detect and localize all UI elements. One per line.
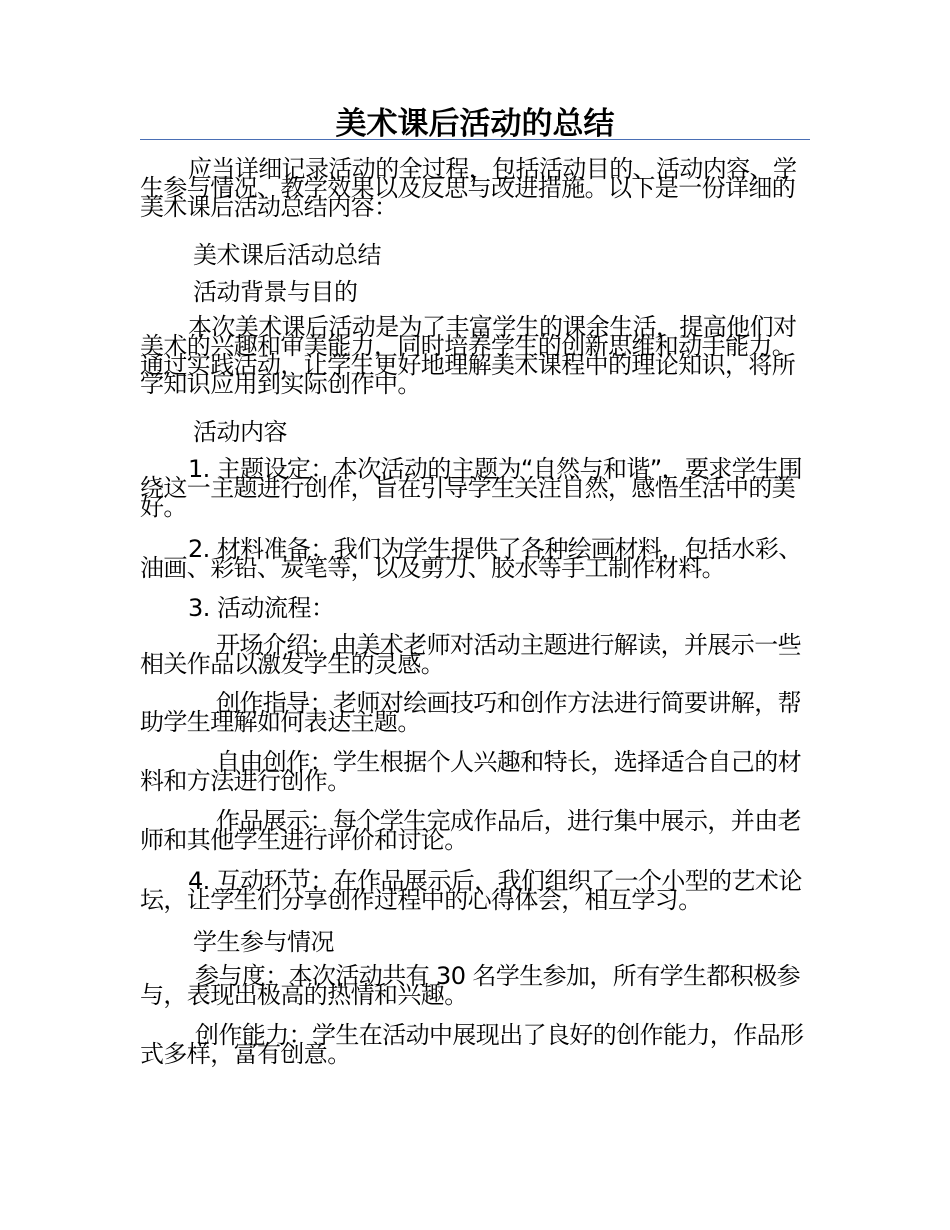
heading-content: 活动内容 [193,418,287,446]
content-item-1: 1. 主题设定：本次活动的主题为“自然与和谐”，要求学生围绕这一主题进行创作，旨在引导学生关注自然，感悟生活中的美好。 [140,455,802,521]
ability-paragraph: 创作能力：学生在活动中展现出了良好的创作能力，作品形式多样，富有创意。 [140,1021,804,1068]
title-underline [140,139,810,140]
intro-paragraph: 应当详细记录活动的全过程，包括活动目的、活动内容、学生参与情况、教学效果以及反思与改进措施。以下是一份详细的美术课后活动总结内容： [140,155,797,221]
heading-summary: 美术课后活动总结 [193,241,381,269]
content-item-3: 3. 活动流程： [188,594,335,622]
content-item-4: 4. 互动环节：在作品展示后，我们组织了一个小型的艺术论坛，让学生们分享创作过程中的心得体会，相互学习。 [140,867,802,914]
participation-paragraph: 参与度：本次活动共有 30 名学生参加，所有学生都积极参与，表现出极高的热情和兴趣。 [140,962,800,1009]
background-paragraph: 本次美术课后活动是为了丰富学生的课余生活，提高他们对美术的兴趣和审美能力，同时培养学生的创新思维和动手能力。通过实践活动，让学生更好地理解美术课程中的理论知识，将所学知识应用到实际创作中。 [140,313,797,398]
step-exhibition: 作品展示：每个学生完成作品后，进行集中展示，并由老师和其他学生进行评价和讨论。 [140,807,801,854]
heading-background: 活动背景与目的 [193,278,358,306]
step-free-creation: 自由创作：学生根据个人兴趣和特长，选择适合自己的材料和方法进行创作。 [140,748,801,795]
heading-participation: 学生参与情况 [193,928,334,956]
document-title: 美术课后活动的总结 [335,106,615,142]
step-guidance: 创作指导：老师对绘画技巧和创作方法进行简要讲解，帮助学生理解如何表达主题。 [140,689,801,736]
step-opening: 开场介绍：由美术老师对活动主题进行解读，并展示一些相关作品以激发学生的灵感。 [140,631,801,678]
content-item-2: 2. 材料准备：我们为学生提供了各种绘画材料，包括水彩、油画、彩铅、炭笔等，以及剪刀、胶水等手工制作材料。 [140,535,802,582]
